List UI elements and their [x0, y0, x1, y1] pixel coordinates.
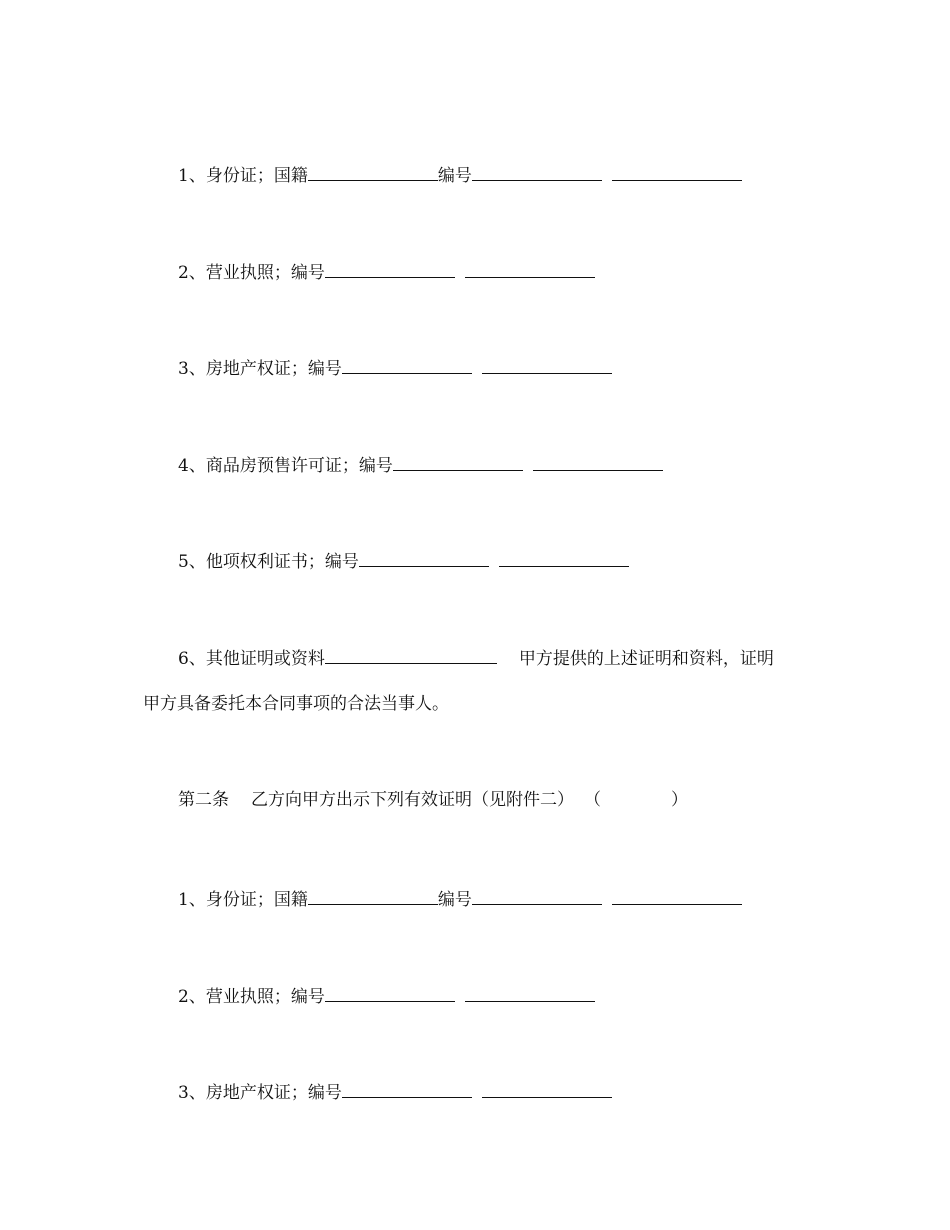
documents-blank[interactable] [325, 645, 497, 664]
number-blank[interactable] [472, 886, 602, 905]
item-other-rights-certificate [178, 548, 629, 573]
paren-close: ） [671, 790, 688, 810]
item-property-certificate [178, 1079, 612, 1104]
number-blank[interactable] [472, 162, 602, 181]
item-id-card [178, 886, 742, 911]
article-title: 第二条 [178, 790, 229, 810]
item-business-license [178, 259, 595, 284]
item-label: 2、营业执照；编号 [178, 987, 325, 1007]
continuation-text: 甲方具备委托本合同事项的合法当事人。 [143, 694, 449, 714]
number-blank[interactable] [325, 983, 455, 1002]
number-blank[interactable] [393, 452, 523, 471]
extra-blank[interactable] [482, 355, 612, 374]
extra-blank[interactable] [465, 983, 595, 1002]
item-continuation [143, 693, 449, 715]
extra-blank[interactable] [533, 452, 663, 471]
paren-open: （ [584, 790, 601, 810]
item-label: 5、他项权利证书；编号 [178, 552, 359, 572]
item-label: 4、商品房预售许可证；编号 [178, 456, 393, 476]
number-blank[interactable] [342, 355, 472, 374]
item-label: 6、其他证明或资料 [178, 649, 325, 669]
item-label: 2、营业执照；编号 [178, 263, 325, 283]
item-after-text: 甲方提供的上述证明和资料，证明 [518, 649, 774, 669]
extra-blank[interactable] [499, 548, 629, 567]
item-label: 1、身份证；国籍 [178, 166, 308, 186]
item-label: 3、房地产权证；编号 [178, 1083, 342, 1103]
item-business-license [178, 983, 595, 1008]
number-blank[interactable] [359, 548, 489, 567]
number-label: 编号 [437, 890, 472, 910]
extra-blank[interactable] [465, 259, 595, 278]
item-label: 3、房地产权证；编号 [178, 359, 342, 379]
item-id-card [178, 162, 742, 187]
extra-blank[interactable] [612, 886, 742, 905]
extra-blank[interactable] [482, 1079, 612, 1098]
nationality-blank[interactable] [308, 162, 438, 181]
article-text: 乙方向甲方出示下列有效证明（见附件二） [251, 790, 574, 810]
number-label: 编号 [437, 166, 472, 186]
item-other-documents [178, 645, 774, 670]
number-blank[interactable] [342, 1079, 472, 1098]
extra-blank[interactable] [612, 162, 742, 181]
item-presale-permit [178, 452, 663, 477]
item-property-certificate [178, 355, 612, 380]
nationality-blank[interactable] [308, 886, 438, 905]
item-label: 1、身份证；国籍 [178, 890, 308, 910]
article-two [178, 789, 688, 811]
number-blank[interactable] [325, 259, 455, 278]
